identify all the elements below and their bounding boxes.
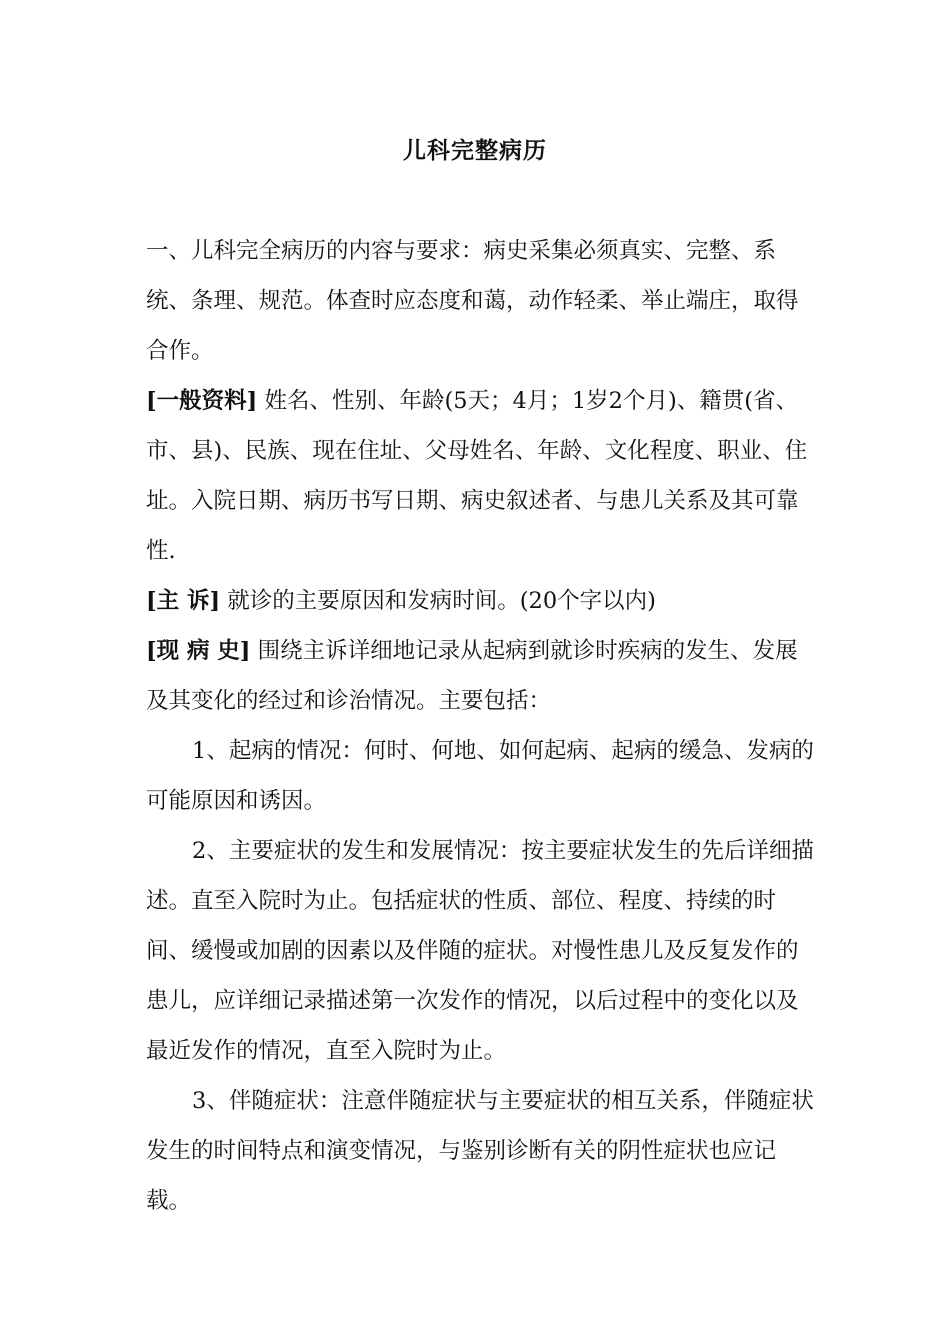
list-item-accompanying-symptoms <box>146 1076 814 1226</box>
paragraph-text: 1、起病的情况：何时、何地、如何起病、起病的缓急、发病的可能原因和诱因。 <box>146 738 814 814</box>
paragraph-text: 围绕主诉详细地记录从起病到就诊时疾病的发生、发展及其变化的经过和诊治情况。主要包括： <box>146 638 798 714</box>
section-label-general-info: [一般资料] <box>146 388 258 414</box>
section-label-chief-complaint: [主 诉] <box>146 588 221 614</box>
paragraph-chief-complaint <box>146 576 814 626</box>
paragraph-present-illness <box>146 626 814 726</box>
list-item-onset <box>146 726 814 826</box>
paragraph-requirements <box>146 226 814 376</box>
document-body <box>146 226 814 1226</box>
paragraph-text: 3、伴随症状：注意伴随症状与主要症状的相互关系，伴随症状发生的时间特点和演变情况，与鉴别诊断有关的阴性症状也应记载。 <box>146 1088 814 1214</box>
paragraph-text: 2、主要症状的发生和发展情况：按主要症状发生的先后详细描述。直至入院时为止。包括症状的性质、部位、程度、持续的时间、缓慢或加剧的因素以及伴随的症状。对慢性患儿及反复发作的患儿，应详细记录描述第一次发作的情况，以后过程中的变化以及最近发作的情况，直至入院时为止。 <box>146 838 814 1064</box>
document-title: 儿科完整病历 <box>403 137 547 164</box>
list-item-main-symptoms <box>146 826 814 1076</box>
paragraph-general-info <box>146 376 814 576</box>
paragraph-text: 姓名、性别、年龄(5天；4月；1岁2个月)、籍贯(省、市、县)、民族、现在住址、父母姓名、年龄、文化程度、职业、住址。入院日期、病历书写日期、病史叙述者、与患儿关系及其可靠性. <box>146 388 808 564</box>
paragraph-text: 就诊的主要原因和发病时间。(20个字以内) <box>220 588 656 614</box>
paragraph-text: 一、儿科完全病历的内容与要求：病史采集必须真实、完整、系统、条理、规范。体查时应态度和蔼，动作轻柔、举止端庄，取得合作。 <box>146 238 799 364</box>
section-label-present-illness: [现 病 史] <box>146 638 251 664</box>
